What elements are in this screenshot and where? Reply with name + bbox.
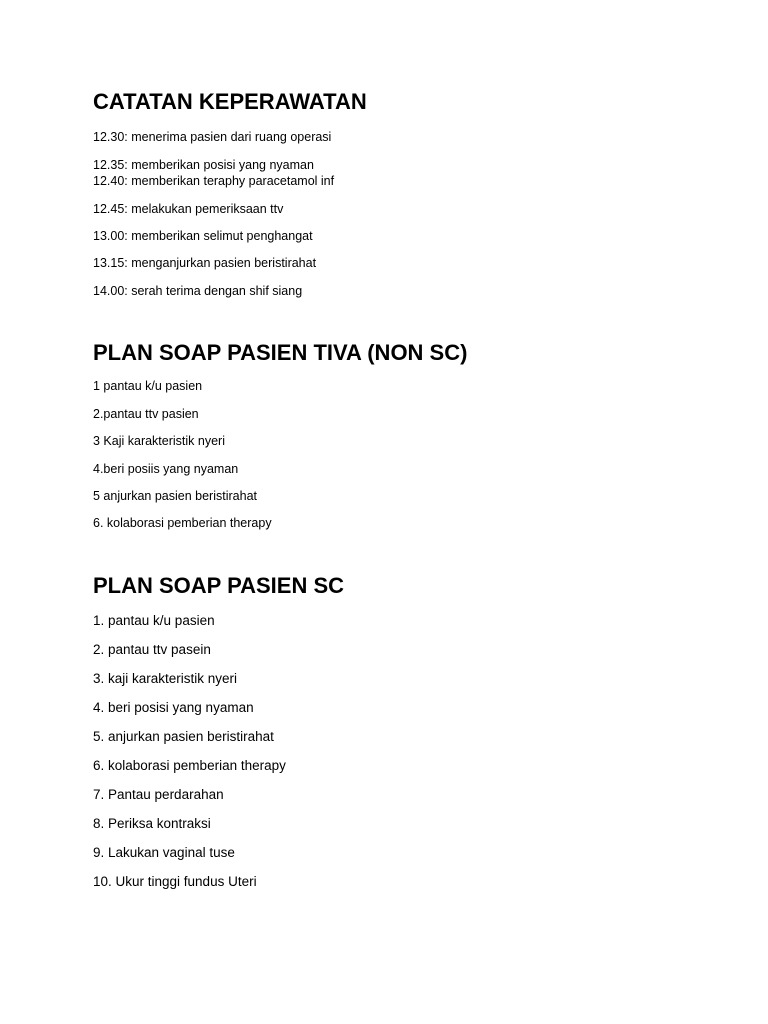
note-entry: 13.00: memberikan selimut penghangat	[93, 229, 313, 243]
note-entry: 13.15: menganjurkan pasien beristirahat	[93, 256, 317, 270]
plan-sc-item: 6. kolaborasi pemberian therapy	[93, 758, 286, 773]
note-entry: 12.40: memberikan teraphy paracetamol inf	[93, 174, 335, 188]
plan-sc-item: 7. Pantau perdarahan	[93, 787, 224, 802]
nursing-notes-title: CATATAN KEPERAWATAN	[93, 89, 367, 114]
plan-sc-item: 1. pantau k/u pasien	[93, 613, 215, 628]
note-entry: 12.45: melakukan pemeriksaan ttv	[93, 202, 284, 216]
note-entry: 12.35: memberikan posisi yang nyaman	[93, 158, 314, 172]
plan-sc-item: 4. beri posisi yang nyaman	[93, 700, 254, 715]
plan-tiva-item: 3 Kaji karakteristik nyeri	[93, 434, 225, 448]
note-entry: 14.00: serah terima dengan shif siang	[93, 284, 303, 298]
plan-tiva-item: 5 anjurkan pasien beristirahat	[93, 489, 257, 503]
plan-sc-item: 3. kaji karakteristik nyeri	[93, 671, 238, 686]
plan-sc-item: 2. pantau ttv pasein	[93, 642, 211, 657]
plan-sc-item: 9. Lakukan vaginal tuse	[93, 845, 235, 860]
plan-tiva-title: PLAN SOAP PASIEN TIVA (NON SC)	[93, 340, 468, 365]
plan-tiva-item: 1 pantau k/u pasien	[93, 379, 203, 393]
plan-tiva-item: 2.pantau ttv pasien	[93, 407, 199, 421]
plan-tiva-item: 6. kolaborasi pemberian therapy	[93, 516, 272, 530]
plan-sc-title: PLAN SOAP PASIEN SC	[93, 573, 345, 598]
plan-sc-item: 5. anjurkan pasien beristirahat	[93, 729, 274, 744]
plan-sc-item: 10. Ukur tinggi fundus Uteri	[93, 874, 257, 889]
plan-sc-item: 8. Periksa kontraksi	[93, 816, 211, 831]
plan-tiva-item: 4.beri posiis yang nyaman	[93, 462, 239, 476]
note-entry: 12.30: menerima pasien dari ruang operasi	[93, 130, 332, 144]
